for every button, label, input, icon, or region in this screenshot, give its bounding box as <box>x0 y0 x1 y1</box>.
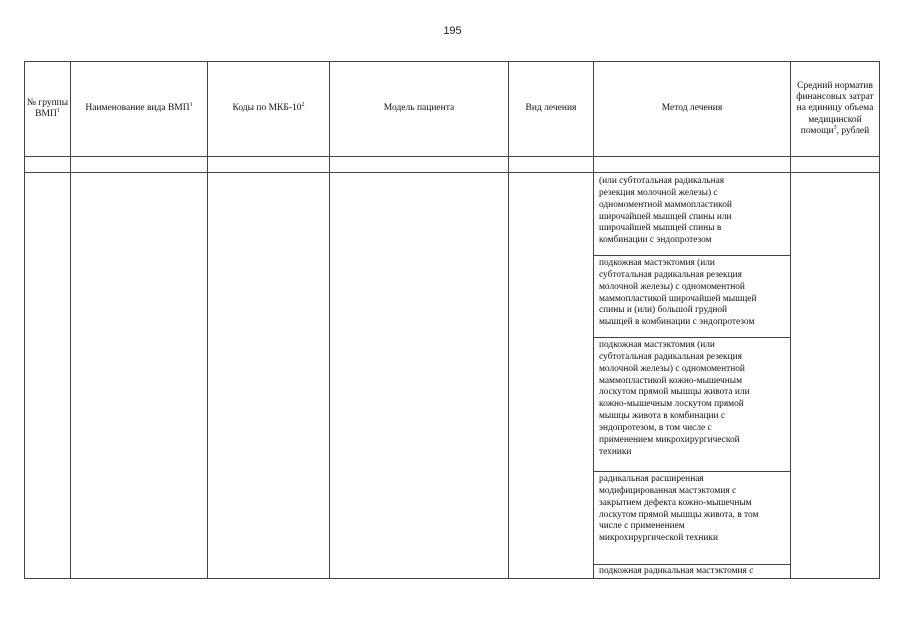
header-treatment-type-label: Вид лечения <box>525 103 577 114</box>
header-average-cost <box>793 62 877 156</box>
method-cell: подкожная радикальная мастэктомия с <box>599 566 754 576</box>
header-vmp-name-label: Наименование вида ВМП <box>85 103 190 114</box>
header-group-number-label: № группы ВМП <box>26 97 69 119</box>
method-cell: подкожная мастэктомия (или субтотальная радикальная резекция молочной железы) с одномоментной маммопластикой кожно-мышечным лоскутом прямой мышцы живота или кожно-мышечным лоскутом прямой мышцы живота в комбинации с эндопротезом, в том числе с применением микрохирургической техники <box>599 340 750 457</box>
column-border <box>790 61 791 579</box>
method-cell: радикальная расширенная модифицированная мастэктомия с закрытием дефекта кожно-мышечным лоскутом прямой мышцы живота, в том числе с применением микрохирургической техники <box>599 474 759 544</box>
header-treatment-method-label: Метод лечения <box>661 103 723 114</box>
header-average-cost-unit: , рублей <box>836 125 870 136</box>
footnote-mark: 3 <box>833 124 837 131</box>
header-bottom-border <box>24 156 880 157</box>
header-vmp-name <box>71 62 207 156</box>
method-cell: (или субтотальная радикальная резекция молочной железы) с одномоментной маммопластикой широчайшей мышцей спины или широчайшей мышцей спины в комбинации с эндопротезом <box>599 176 732 246</box>
footnote-mark: 1 <box>189 102 193 109</box>
method-divider <box>593 564 790 565</box>
header-group-number <box>25 62 70 156</box>
header-average-cost-label: Средний норматив финансовых затрат на единицу объема медицинской помощи <box>796 80 874 136</box>
column-border <box>879 61 880 579</box>
method-cell: подкожная мастэктомия (или субтотальная радикальная резекция молочной железы) с одномоментной маммопластикой широчайшей мышцей спины и (или) большой грудной мышцей в комбинации с эндопротезом <box>599 258 757 328</box>
method-divider <box>593 255 790 256</box>
header-treatment-type <box>509 62 593 156</box>
method-divider <box>593 471 790 472</box>
header-icd-codes-label: Коды по МКБ-10 <box>232 103 302 114</box>
footnote-mark: 1 <box>56 107 60 114</box>
spacer-row-border <box>24 172 880 173</box>
footnote-mark: 2 <box>301 102 305 109</box>
header-treatment-method <box>594 62 790 156</box>
header-patient-model <box>330 62 508 156</box>
header-patient-model-label: Модель пациента <box>383 103 455 114</box>
header-icd-codes <box>208 62 329 156</box>
page-number: 195 <box>443 25 462 37</box>
method-divider <box>593 337 790 338</box>
table-bottom-border <box>24 578 880 579</box>
